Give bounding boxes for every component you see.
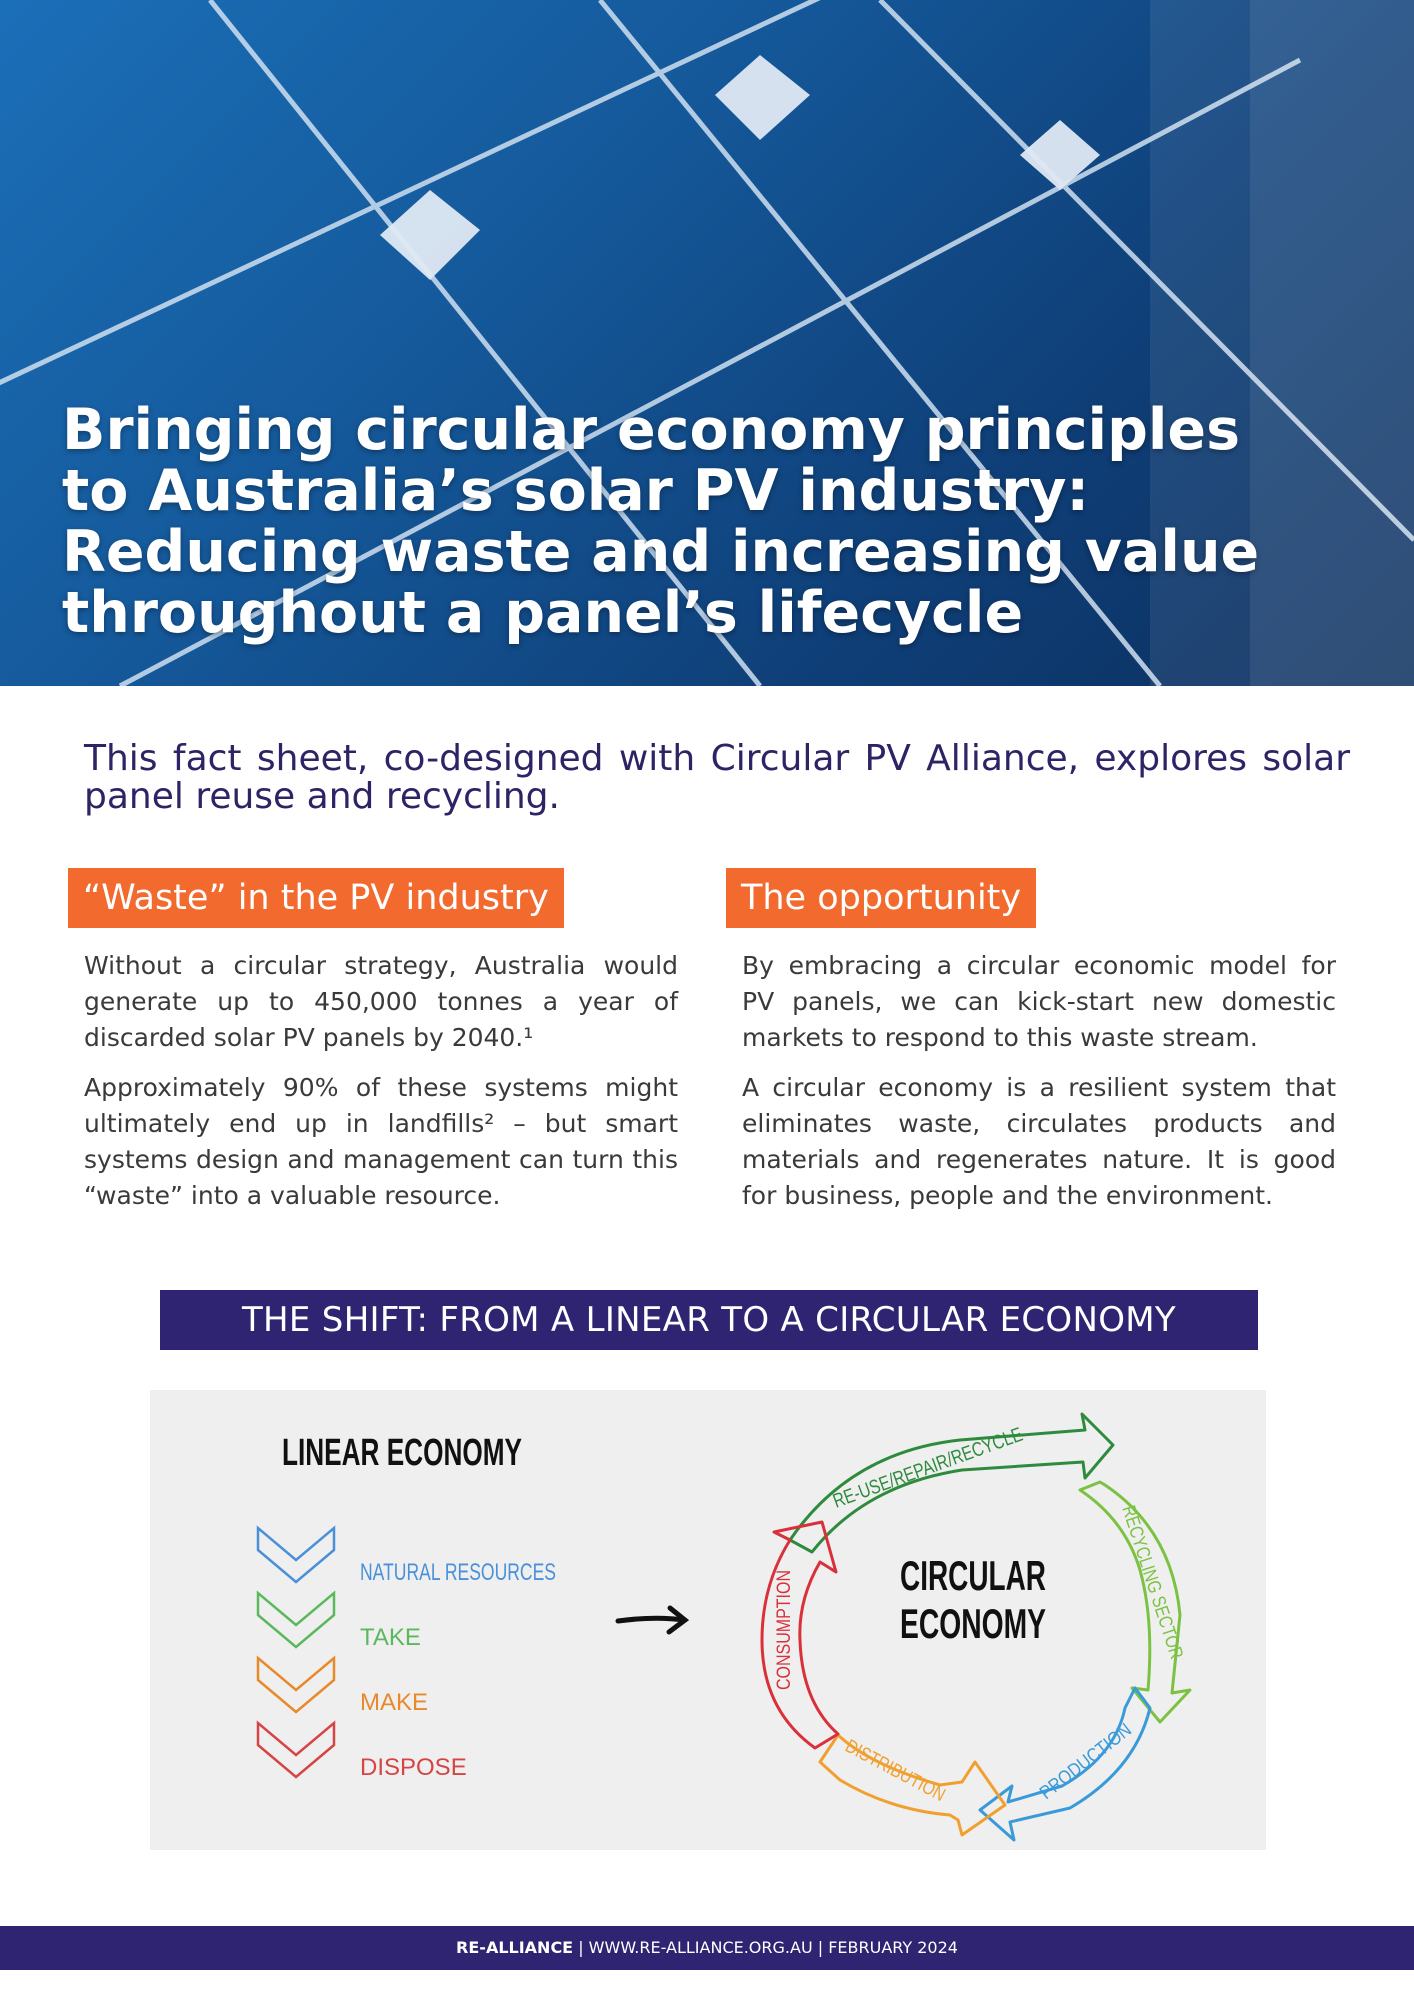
linear-step-natural-resources: NATURAL RESOURCES xyxy=(360,1559,556,1586)
chevron-icon xyxy=(258,1723,334,1777)
segment-label-distribution: DISTRIBUTION xyxy=(841,1735,970,1818)
shift-banner: THE SHIFT: FROM A LINEAR TO A CIRCULAR ECONOMY xyxy=(160,1290,1258,1350)
waste-heading: “Waste” in the PV industry xyxy=(68,868,564,928)
footer xyxy=(0,1926,1414,1970)
waste-section xyxy=(68,868,678,1214)
page-title: Bringing circular economy principles to Australia’s solar PV industry: Reducing waste and increasing value throughout a panel’s lifecycle xyxy=(62,397,1260,646)
intro-text: This fact sheet, co-designed with Circular PV Alliance, explores solar panel reuse and recycling. xyxy=(84,738,1350,817)
circular-economy-title-line1: CIRCULAR xyxy=(900,1552,1046,1599)
footer-org: RE-ALLIANCE xyxy=(456,1938,574,1957)
footer-details: | WWW.RE-ALLIANCE.ORG.AU | FEBRUARY 2024 xyxy=(573,1938,958,1957)
cycle-arrow-reuse xyxy=(790,1405,1113,1552)
linear-economy-title: LINEAR ECONOMY xyxy=(282,1432,522,1474)
waste-paragraph-1: Without a circular strategy, Australia would generate up to 450,000 tonnes a year of discarded solar PV panels by 2040.¹ xyxy=(84,951,678,1052)
chevron-icon xyxy=(258,1593,334,1647)
arrow-right-icon xyxy=(618,1608,685,1632)
linear-step-take: TAKE xyxy=(360,1624,421,1651)
segment-label-consumption: CONSUMPTION xyxy=(774,1547,795,1690)
economy-diagram xyxy=(150,1390,1266,1850)
segment-label-production: PRODUCTION xyxy=(1036,1708,1150,1804)
opportunity-paragraph-1: By embracing a circular economic model for PV panels, we can kick-start new domestic markets to respond to this waste stream. xyxy=(742,951,1336,1052)
segment-label-reuse: RE-USE/REPAIR/RECYCLE xyxy=(830,1405,1077,1513)
linear-step-make: MAKE xyxy=(360,1689,429,1716)
opportunity-heading: The opportunity xyxy=(726,868,1036,928)
linear-step-dispose: DISPOSE xyxy=(360,1754,467,1781)
segment-label-recycling: RECYCLING SECTOR xyxy=(1117,1503,1198,1695)
waste-paragraph-2: Approximately 90% of these systems might ultimately end up in landfills² – but smart systems design and management can turn this “waste” into a valuable resource. xyxy=(84,1073,678,1210)
chevron-icon xyxy=(258,1528,334,1582)
opportunity-section xyxy=(726,868,1336,1214)
circular-economy-title-line2: ECONOMY xyxy=(900,1600,1046,1647)
hero-banner xyxy=(0,0,1414,686)
chevron-icon xyxy=(258,1658,334,1712)
opportunity-paragraph-2: A circular economy is a resilient system that eliminates waste, circulates products and materials and regenerates nature. It is good for business, people and the environment. xyxy=(742,1073,1336,1210)
